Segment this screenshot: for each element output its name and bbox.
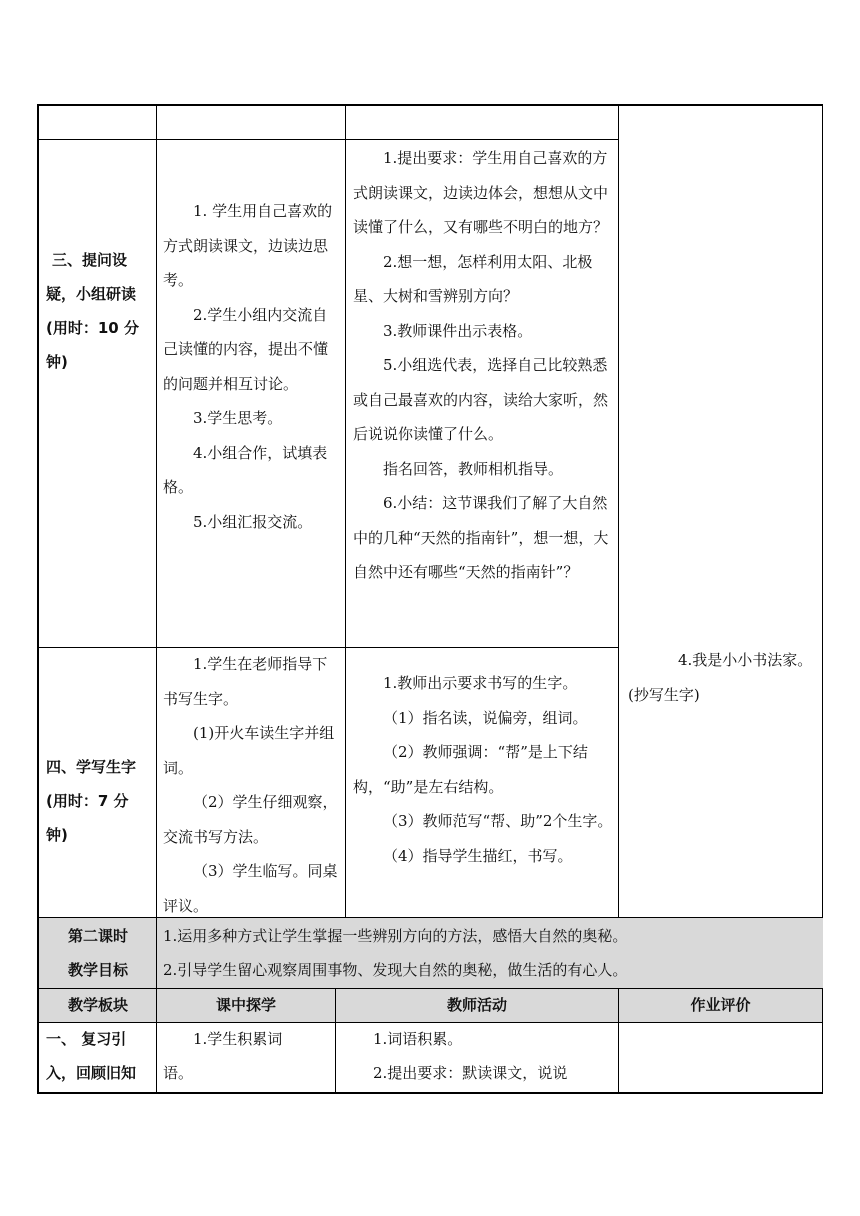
header-evaluation: 作业评价	[690, 996, 751, 1014]
student-cell-4	[163, 647, 340, 923]
module-line: 钟)	[46, 353, 68, 371]
module-cell-3	[46, 243, 154, 379]
teacher-cell-3	[353, 141, 613, 590]
teacher-item: 2.提出要求：默读课文，说说	[373, 1064, 568, 1082]
student-item: 语。	[163, 1064, 194, 1082]
module-cell-4	[46, 750, 154, 852]
teacher-item: （1）指名读，说偏旁，组词。	[383, 708, 588, 727]
student-item: 4.小组合作，试填表格。	[163, 443, 328, 496]
module-line: 疑，小组研读	[46, 285, 137, 303]
teacher-item: 6.小结：这节课我们了解了大自然中的几种“天然的指南针”，想一想，大自然中还有哪些“天然的指南针”？	[353, 494, 609, 581]
student-item: 1.学生在老师指导下书写生字。	[163, 655, 328, 708]
student-item: 2.学生小组内交流自己读懂的内容，提出不懂的问题并相互讨论。	[163, 305, 329, 393]
student-item: (1)开火车读生字并组词。	[163, 724, 335, 777]
module-line: 入，回顾旧知	[46, 1064, 137, 1082]
student-item: 1. 学生用自己喜欢的方式朗读课文，边读边思考。	[163, 202, 333, 289]
teacher-cell-review	[343, 1022, 615, 1090]
student-item: 3.学生思考。	[193, 409, 283, 427]
student-item: 1.学生积累词	[193, 1030, 283, 1048]
teacher-item: （2）教师强调：“帮”是上下结构，“助”是左右结构。	[353, 743, 588, 796]
header-teacher: 教师活动	[446, 996, 507, 1014]
goal-1: 1.运用多种方式让学生掌握一些辨别方向的方法，感悟大自然的奥秘。	[163, 927, 628, 945]
student-cell-review	[163, 1022, 333, 1090]
student-item: （3）学生临写。同桌评议。	[163, 862, 338, 915]
module-cell-review	[46, 1022, 154, 1090]
teacher-item: 1.教师出示要求书写的生字。	[383, 674, 578, 692]
teacher-item: 1.提出要求：学生用自己喜欢的方式朗读课文，边读边体会，想想从文中读懂了什么，又有哪些不明白的地方？	[353, 149, 609, 236]
header-study: 课中探学	[215, 996, 276, 1014]
module-line: 三、提问设	[52, 251, 128, 269]
second-lesson-goals	[163, 919, 818, 987]
module-line: 钟)	[46, 826, 68, 844]
module-line: 一、 复习引	[46, 1030, 127, 1048]
teacher-item: 指名回答，教师相机指导。	[383, 459, 564, 478]
module-line: (用时：7 分	[46, 792, 129, 810]
teacher-item: 3.教师课件出示表格。	[383, 321, 533, 340]
header-module: 教学板块	[67, 996, 128, 1014]
second-lesson-label: 第二课时 教学目标	[67, 927, 128, 979]
homework-line: (抄写生字)	[628, 685, 700, 704]
teacher-item: （4）指导学生描红，书写。	[383, 846, 573, 865]
student-item: 5.小组汇报交流。	[193, 512, 313, 531]
teacher-cell-4	[353, 666, 613, 873]
student-item: （2）学生仔细观察，交流书写方法。	[163, 793, 338, 846]
module-line: 四、学写生字	[46, 758, 137, 776]
teacher-item: （3）教师范写“帮、助”2个生字。	[383, 812, 613, 830]
module-line: (用时：10 分	[46, 319, 139, 337]
teacher-item: 2.想一想，怎样利用太阳、北极星、大树和雪辨别方向？	[353, 252, 593, 305]
teacher-item: 5.小组选代表，选择自己比较熟悉或自己最喜欢的内容，读给大家听，然后说说你读懂了什么。	[353, 356, 609, 443]
teacher-item: 1.词语积累。	[373, 1030, 463, 1048]
homework-cell	[628, 643, 820, 712]
homework-line: 4.我是小小书法家。	[678, 651, 813, 669]
student-cell-3	[163, 194, 340, 539]
goal-2: 2.引导学生留心观察周围事物、发现大自然的奥秘，做生活的有心人。	[163, 961, 628, 979]
